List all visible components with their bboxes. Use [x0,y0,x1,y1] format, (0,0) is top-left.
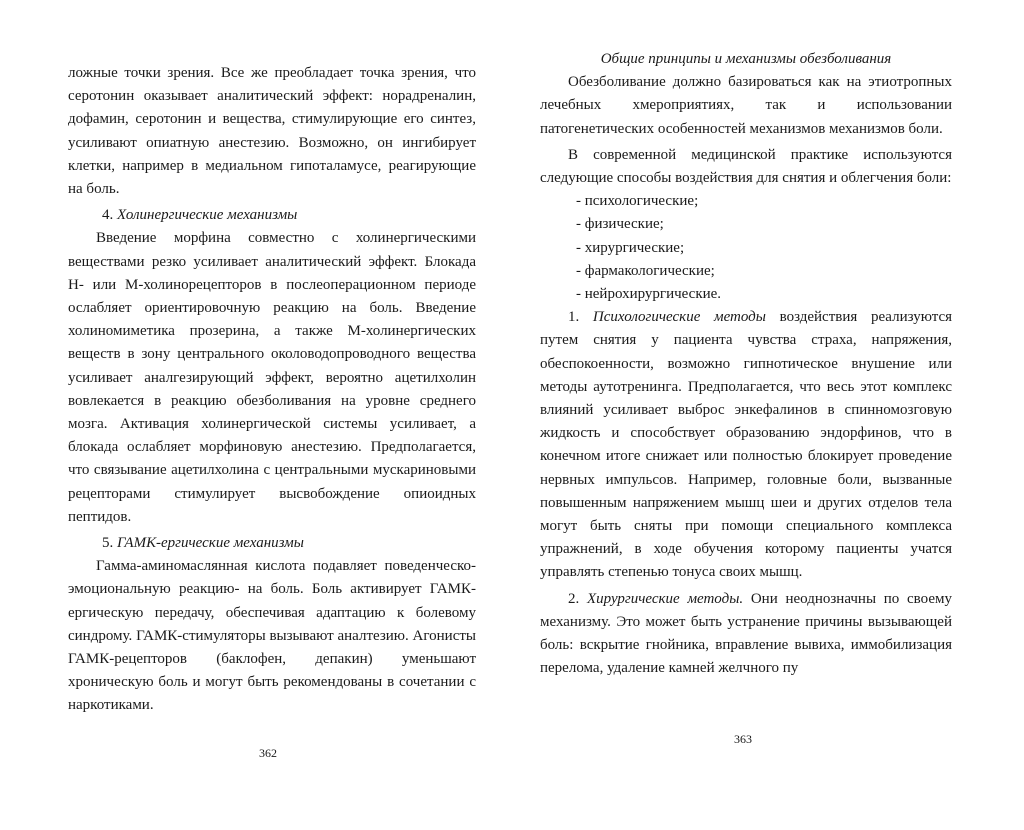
left-paragraph-3: Гамма-аминомаслянная кислота подавляет поведенческо-эмоциональную реакцию- на боль. Боль активирует ГАМК-ергическую передачу, обеспечивая адаптацию к болевому синдрому. ГАМК-стимуляторы вызывают аналтезию. Агонисты ГАМК-рецепторов (баклофен, депакин) уменьшают хроническую боль и могут быть рекомендованы в сочетании с наркотиками. [68,558,476,714]
section-4-number: 4. [102,207,114,224]
left-paragraph-1: ложные точки зрения. Все же преобладает точка зрения, что серотонин оказывает аналитический эффект: норадреналин, дофамин, серотонин и вещества, стимулирующие его синтез, усиливают опиатную анестезию. Возможно, он ингибирует клетки, например в медиальном гипоталамусе, реагирующие на боль. [68,65,476,198]
right-paragraph-3 [540,306,952,584]
p3-number: 1. [568,309,580,326]
section-4-title: Холинергические механизмы [117,207,298,224]
p3-emphasis: Психологические методы [592,309,766,326]
right-paragraph-1: Обезболивание должно базироваться как на этиотропных лечебных хмероприятиях, так и использовании патогенетических особенностей механизмов механизмов боли. [540,74,952,137]
methods-list [540,190,952,306]
list-item: - фармакологические; [576,260,952,283]
p4-emphasis: Хирургические методы. [586,590,744,607]
left-paragraph-2: Введение морфина совместно с холинергическими веществами резко усиливает аналитический эффект. Блокада Н- или М-холинорецепторов в послеоперационном периоде ослабляет ориентировочную реакцию на боль. Введение холиномиметика прозерина, а также М-холинергических веществ в зону центрального околоводопроводного вещества усиливает аналгезирующий эффект, вероятно ацетилхолин вовлекается в реакцию обезболивания на уровне среднего мозга. Активация холинергической системы усиливает, а блокада ослабляет морфиновую анестезию. Предполагается, что связывание ацетилхолина с центральными мускариновыми рецепторами стимулирует высвобождение опиоидных пептидов. [68,230,476,525]
section-5-number: 5. [102,535,114,552]
p4-text: Они неоднозначны по своему механизму. Это может быть устранение причины вызывающей боль: вскрытие гнойника, вправление вывиха, иммобилизация перелома, удаление камней желчного пу [540,590,952,677]
p3-text: воздействия реализуются путем снятия у пациента чувства страха, напряжения, обеспокоенности, возможно гипнотическое внушение или методы аутотренинга. Предполагается, что весь этот комплекс влияний усиливает выброс энкефалинов в спинномозговую жидкость и способствует образованию эндорфинов, что в конечном итоге снижает или полностью блокирует проведение нервных импульсов. Например, головные боли, вызванные повышенным напряжением мышц шеи и других отделов тела могут быть сняты при помощи специального комплекса упражнений, в ходе обучения которому пациенты учатся управлять степенью тонуса своих мышц. [540,309,953,581]
right-paragraph-4 [540,588,952,681]
right-heading: Общие принципы и механизмы обезболивания [600,51,892,67]
list-item: - психологические; [576,190,952,213]
section-5-heading [68,532,476,555]
left-page [68,62,476,718]
list-item: - хирургические; [576,237,952,260]
page-number-right: 363 [734,732,752,746]
section-5-title: ГАМК-ергические механизмы [117,535,304,552]
section-4-heading [68,204,476,227]
list-item: - физические; [576,213,952,236]
right-page [540,48,952,680]
p4-number: 2. [568,590,580,607]
list-item: - нейрохирургические. [576,283,952,306]
page-number-left: 362 [259,746,277,760]
right-paragraph-2: В современной медицинской практике используются следующие способы воздействия для снятия и облегчения боли: [540,146,952,187]
